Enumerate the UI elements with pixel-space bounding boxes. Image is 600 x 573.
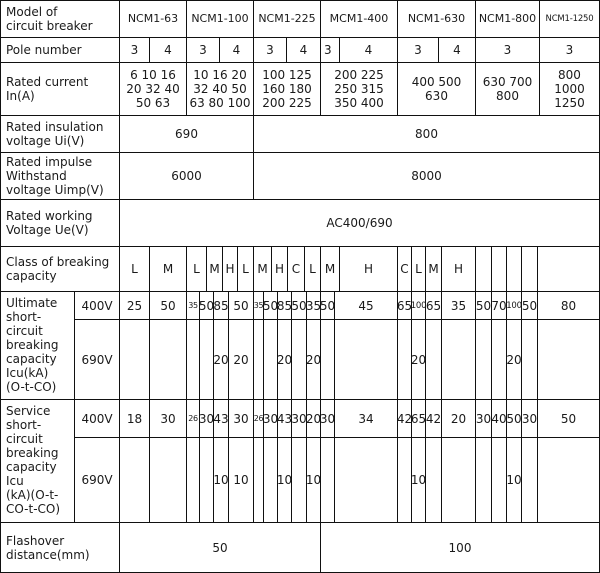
service-400v-value: 26 — [187, 400, 200, 438]
impulse-label: Rated impulse Withstand voltage Uimp(V) — [0, 153, 120, 200]
service-690v-value: 10 — [214, 438, 229, 523]
model-header: NCM1-100 — [187, 0, 254, 38]
ultimate-400v-value: 50 — [522, 292, 538, 320]
breaking-class-empty — [507, 247, 522, 292]
ultimate-400v-value: 100 — [507, 292, 522, 320]
rated-current-value: 10 16 20 32 40 50 63 80 100 — [187, 63, 254, 116]
service-690v-value: 10 — [412, 438, 426, 523]
ultimate-400v-value: 50 — [292, 292, 307, 320]
service-400v-value: 26 — [254, 400, 264, 438]
pole-value: 4 — [439, 38, 476, 63]
breaking-class-value: H — [272, 247, 288, 292]
service-400v-value: 43 — [278, 400, 292, 438]
breaking-class-value: L — [412, 247, 426, 292]
service-690v-value-empty — [335, 438, 398, 523]
service-400v-value: 30 — [292, 400, 307, 438]
insulation-label: Rated insulation voltage Ui(V) — [0, 116, 120, 153]
ultimate-400v-value: 35 — [254, 292, 264, 320]
ultimate-400v-value: 35 — [307, 292, 321, 320]
service-690v-label: 690V — [75, 438, 120, 523]
service-690v-value-empty — [492, 438, 507, 523]
breaking-class-value: H — [223, 247, 238, 292]
service-400v-value: 43 — [214, 400, 229, 438]
ultimate-690v-value-empty — [254, 320, 264, 400]
ultimate-400v-value: 45 — [335, 292, 398, 320]
ultimate-400v-label: 400V — [75, 292, 120, 320]
ultimate-690v-value-empty — [187, 320, 200, 400]
service-690v-value-empty — [476, 438, 492, 523]
ultimate-400v-value: 50 — [476, 292, 492, 320]
model-header: MCM1-400 — [321, 0, 398, 38]
ultimate-400v-value: 50 — [229, 292, 254, 320]
service-400v-value: 42 — [426, 400, 442, 438]
ultimate-400v-value: 35 — [187, 292, 200, 320]
ultimate-400v-value: 25 — [120, 292, 150, 320]
service-690v-value-empty — [187, 438, 200, 523]
service-690v-value: 10 — [229, 438, 254, 523]
flashover-value: 100 — [321, 523, 600, 573]
ultimate-400v-value: 65 — [426, 292, 442, 320]
service-690v-value-empty — [426, 438, 442, 523]
ultimate-690v-value-empty — [321, 320, 335, 400]
breaking-class-empty — [522, 247, 538, 292]
service-400v-value: 40 — [492, 400, 507, 438]
breaking-class-label: Class of breaking capacity — [0, 247, 120, 292]
pole-label: Pole number — [0, 38, 120, 63]
ultimate-400v-value: 50 — [150, 292, 187, 320]
ultimate-400v-value: 65 — [398, 292, 412, 320]
service-400v-value: 30 — [321, 400, 335, 438]
rated-current-value: 800 1000 1250 — [540, 63, 600, 116]
ultimate-690v-value-empty — [522, 320, 538, 400]
pole-value: 3 — [254, 38, 287, 63]
breaking-class-value: M — [254, 247, 272, 292]
breaking-class-value: C — [398, 247, 412, 292]
ultimate-690v-value: 20 — [307, 320, 321, 400]
ultimate-400v-value: 80 — [538, 292, 600, 320]
rated-current-value: 630 700 800 — [476, 63, 540, 116]
pole-value: 4 — [220, 38, 254, 63]
model-header: NCM1-630 — [398, 0, 476, 38]
ultimate-capacity-label: Ultimate short- circuit breaking capacity Icu(kA) (O-t-CO) — [0, 292, 75, 400]
service-400v-value: 20 — [307, 400, 321, 438]
pole-value: 3 — [120, 38, 150, 63]
breaking-class-value: M — [207, 247, 223, 292]
working-voltage-label: Rated working Voltage Ue(V) — [0, 200, 120, 247]
flashover-value: 50 — [120, 523, 321, 573]
pole-value: 4 — [150, 38, 187, 63]
service-400v-value: 30 — [200, 400, 214, 438]
ultimate-400v-value: 35 — [442, 292, 476, 320]
service-capacity-label: Service short- circuit breaking capacity Icu (kA)(O-t- CO-t-CO) — [0, 400, 75, 523]
breaking-class-value: L — [238, 247, 254, 292]
breaking-class-empty — [538, 247, 600, 292]
service-400v-label: 400V — [75, 400, 120, 438]
service-690v-value-empty — [522, 438, 538, 523]
ultimate-400v-value: 50 — [200, 292, 214, 320]
service-690v-value-empty — [442, 438, 476, 523]
model-header: NCM1-63 — [120, 0, 187, 38]
service-400v-value: 30 — [229, 400, 254, 438]
model-header: NCM1-800 — [476, 0, 540, 38]
rated-current-value: 6 10 16 20 32 40 50 63 — [120, 63, 187, 116]
breaking-class-value: L — [120, 247, 150, 292]
breaking-class-value: L — [187, 247, 207, 292]
ultimate-690v-value-empty — [426, 320, 442, 400]
service-690v-value-empty — [538, 438, 600, 523]
breaking-class-value: M — [150, 247, 187, 292]
ultimate-690v-value-empty — [120, 320, 150, 400]
service-690v-value: 10 — [507, 438, 522, 523]
service-690v-value: 10 — [278, 438, 292, 523]
ultimate-690v-value-empty — [335, 320, 398, 400]
service-690v-value-empty — [321, 438, 335, 523]
ultimate-400v-value: 85 — [214, 292, 229, 320]
service-690v-value-empty — [200, 438, 214, 523]
breaking-class-value: H — [340, 247, 398, 292]
pole-value: 3 — [187, 38, 220, 63]
breaking-class-empty — [492, 247, 507, 292]
ultimate-690v-value-empty — [442, 320, 476, 400]
pole-value: 3 — [398, 38, 439, 63]
impulse-value: 6000 — [120, 153, 254, 200]
ultimate-400v-value: 70 — [492, 292, 507, 320]
ultimate-400v-value: 85 — [278, 292, 292, 320]
ultimate-690v-label: 690V — [75, 320, 120, 400]
service-400v-value: 42 — [398, 400, 412, 438]
ultimate-690v-value: 20 — [214, 320, 229, 400]
model-header: NCM1-225 — [254, 0, 321, 38]
ultimate-690v-value: 20 — [507, 320, 522, 400]
pole-value: 4 — [340, 38, 398, 63]
pole-value: 3 — [476, 38, 540, 63]
impulse-value: 8000 — [254, 153, 600, 200]
service-690v-value-empty — [150, 438, 187, 523]
model-header: NCM1-1250 — [540, 0, 600, 38]
service-400v-value: 30 — [150, 400, 187, 438]
ultimate-400v-value: 100 — [412, 292, 426, 320]
pole-value: 3 — [321, 38, 340, 63]
service-690v-value: 10 — [307, 438, 321, 523]
service-400v-value: 50 — [507, 400, 522, 438]
rated-current-value: 400 500 630 — [398, 63, 476, 116]
ultimate-400v-value: 50 — [264, 292, 278, 320]
flashover-label: Flashover distance(mm) — [0, 523, 120, 573]
service-400v-value: 34 — [335, 400, 398, 438]
service-400v-value: 65 — [412, 400, 426, 438]
ultimate-690v-value-empty — [538, 320, 600, 400]
pole-value: 4 — [287, 38, 321, 63]
ultimate-690v-value-empty — [492, 320, 507, 400]
ultimate-690v-value-empty — [292, 320, 307, 400]
service-690v-value-empty — [292, 438, 307, 523]
rated-current-label: Rated current In(A) — [0, 63, 120, 116]
service-400v-value: 20 — [442, 400, 476, 438]
rated-current-value: 200 225 250 315 350 400 — [321, 63, 398, 116]
breaking-class-value: C — [288, 247, 305, 292]
service-400v-value: 30 — [476, 400, 492, 438]
ultimate-690v-value: 20 — [229, 320, 254, 400]
breaking-class-value: H — [442, 247, 476, 292]
insulation-value: 800 — [254, 116, 600, 153]
service-690v-value-empty — [254, 438, 264, 523]
service-400v-value: 30 — [522, 400, 538, 438]
working-voltage-value: AC400/690 — [120, 200, 600, 247]
ultimate-690v-value-empty — [476, 320, 492, 400]
ultimate-690v-value: 20 — [278, 320, 292, 400]
ultimate-400v-value: 50 — [321, 292, 335, 320]
breaking-class-value: M — [426, 247, 442, 292]
service-690v-value-empty — [120, 438, 150, 523]
breaking-class-value: L — [305, 247, 321, 292]
service-400v-value: 18 — [120, 400, 150, 438]
rated-current-value: 100 125 160 180 200 225 — [254, 63, 321, 116]
service-400v-value: 50 — [538, 400, 600, 438]
breaking-class-empty — [476, 247, 492, 292]
service-400v-value: 30 — [264, 400, 278, 438]
ultimate-690v-value: 20 — [412, 320, 426, 400]
ultimate-690v-value-empty — [150, 320, 187, 400]
model-label: Model of circuit breaker — [0, 0, 120, 38]
breaking-class-value: M — [321, 247, 340, 292]
insulation-value: 690 — [120, 116, 254, 153]
pole-value: 3 — [540, 38, 600, 63]
ultimate-690v-value-empty — [200, 320, 214, 400]
